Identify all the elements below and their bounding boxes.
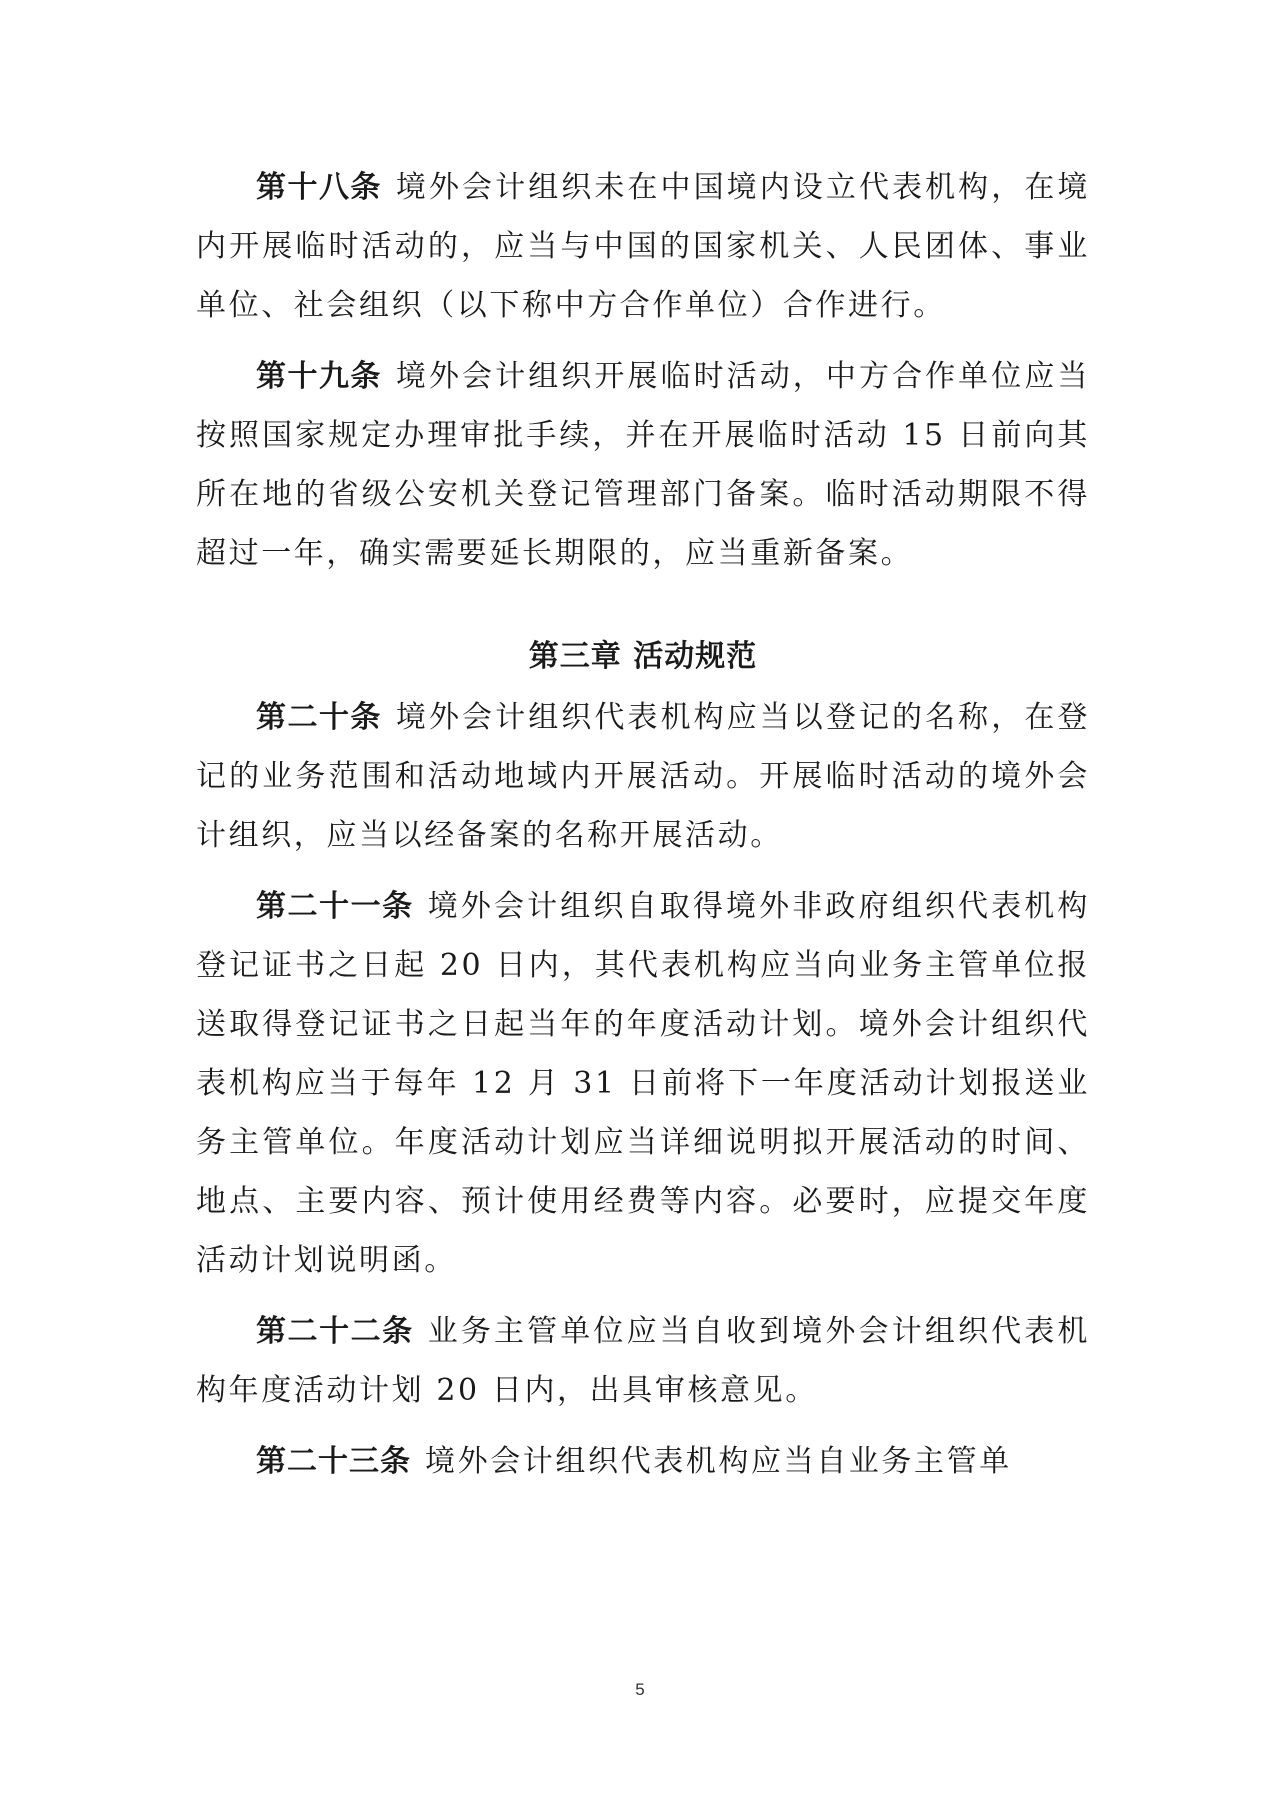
article-22 xyxy=(196,1302,1090,1420)
article-23 xyxy=(196,1432,1090,1491)
article-heading: 第十八条 xyxy=(256,170,382,205)
article-text: 境外会计组织未在中国境内设立代表机构，在境内开展临时活动的，应当与中国的国家机关、人民团体、事业单位、社会组织（以下称中方合作单位）合作进行。 xyxy=(196,170,1090,323)
article-heading: 第二十二条 xyxy=(256,1314,414,1349)
article-text: 境外会计组织代表机构应当以登记的名称，在登记的业务范围和活动地域内开展活动。开展临时活动的境外会计组织，应当以经备案的名称开展活动。 xyxy=(196,700,1090,853)
article-19 xyxy=(196,347,1090,583)
article-text: 业务主管单位应当自收到境外会计组织代表机构年度活动计划 20 日内，出具审核意见。 xyxy=(196,1314,1091,1408)
article-text: 境外会计组织自取得境外非政府组织代表机构登记证书之日起 20 日内，其代表机构应当向业务主管单位报送取得登记证书之日起当年的年度活动计划。境外会计组织代表机构应当于每年 12 月 31 日前将下一年度活动计划报送业务主管单位。年度活动计划应当详细说明拟开展活动的时间、地点、主要内容、预计使用经费等内容。必要时，应提交年度活动计划说明函。 xyxy=(196,889,1091,1278)
article-heading: 第二十三条 xyxy=(256,1444,411,1479)
article-heading: 第二十一条 xyxy=(256,889,414,924)
article-heading: 第二十条 xyxy=(256,700,382,735)
article-18 xyxy=(196,158,1090,335)
article-21 xyxy=(196,877,1090,1290)
article-heading: 第十九条 xyxy=(256,359,382,394)
page-number: 5 xyxy=(635,1680,645,1699)
article-text: 境外会计组织代表机构应当自业务主管单 xyxy=(425,1444,1012,1479)
article-20 xyxy=(196,688,1090,865)
chapter-title: 第三章 活动规范 xyxy=(528,639,758,674)
article-text: 境外会计组织开展临时活动，中方合作单位应当按照国家规定办理审批手续，并在开展临时活动 15 日前向其所在地的省级公安机关登记管理部门备案。临时活动期限不得超过一年，确实需要延长期限的，应当重新备案。 xyxy=(196,359,1090,571)
document-body xyxy=(196,158,1090,1503)
